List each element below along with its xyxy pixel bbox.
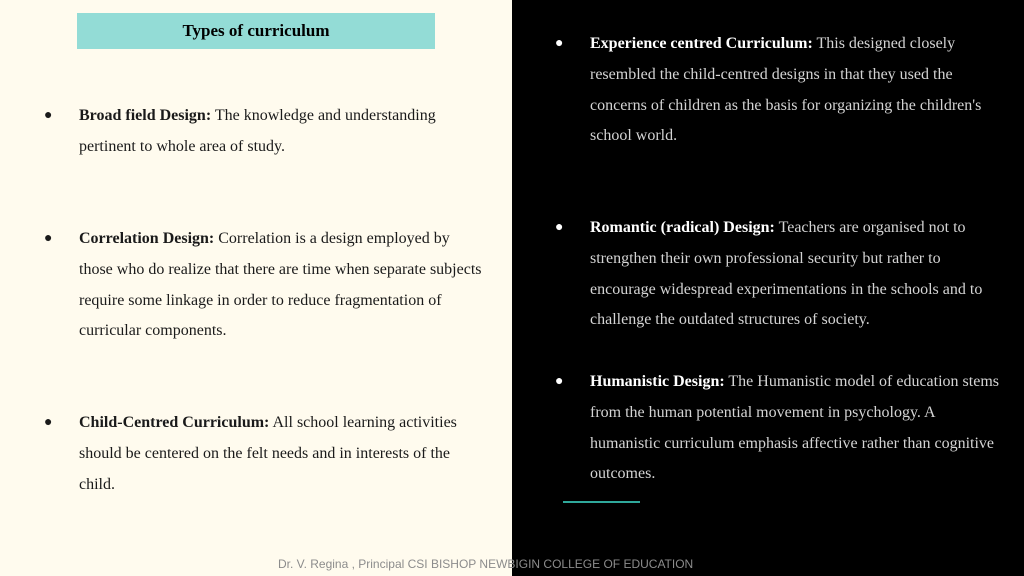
bullet-icon: ● [44, 415, 53, 430]
bullet-icon: ● [555, 220, 564, 235]
term-description: Teachers are organised not to strengthen their own professional security but rather to encourage widespread experimentations in the schools and to challenge the outdated structures of society. [590, 219, 983, 329]
term-label: Correlation Design: [79, 230, 215, 247]
term-label: Romantic (radical) Design: [590, 219, 775, 236]
bullet-icon: ● [44, 231, 53, 246]
bullet-broad-field-design [44, 101, 484, 163]
term-label: Humanistic Design: [590, 373, 725, 390]
right-panel [512, 0, 1024, 576]
term-label: Broad field Design: [79, 107, 212, 124]
footer-credit: Dr. V. Regina , Principal CSI BISHOP NEWBIGIN COLLEGE OF EDUCATION [278, 557, 694, 571]
term-label: Experience centred Curriculum: [590, 35, 813, 52]
bullet-icon: ● [555, 36, 564, 51]
term-description: All school learning activities should be centered on the felt needs and in interests of the child. [79, 414, 457, 493]
bullet-romantic-radical-design [555, 213, 1000, 336]
term-description: The Humanistic model of education stems from the human potential movement in psychology. A humanistic curriculum emphasis affective rather than cognitive outcomes. [590, 373, 999, 483]
bullet-correlation-design [44, 224, 484, 347]
term-description: This designed closely resembled the child-centred designs in that they used the concerns of children as the basis for organizing the children's school world. [590, 35, 982, 145]
bullet-icon: ● [44, 108, 53, 123]
term-description: Correlation is a design employed by those who do realize that there are time when separate subjects require some linkage in order to reduce fragmentation of curricular components. [79, 230, 482, 340]
bullet-icon: ● [555, 374, 564, 389]
bullet-experience-centred-curriculum [555, 29, 1000, 152]
accent-divider-line [563, 501, 640, 503]
bullet-humanistic-design [555, 367, 1000, 490]
term-label: Child-Centred Curriculum: [79, 414, 270, 431]
term-description: The knowledge and understanding pertinent to whole area of study. [79, 107, 436, 155]
slide-title: Types of curriculum [77, 13, 435, 49]
bullet-child-centred-curriculum [44, 408, 484, 500]
